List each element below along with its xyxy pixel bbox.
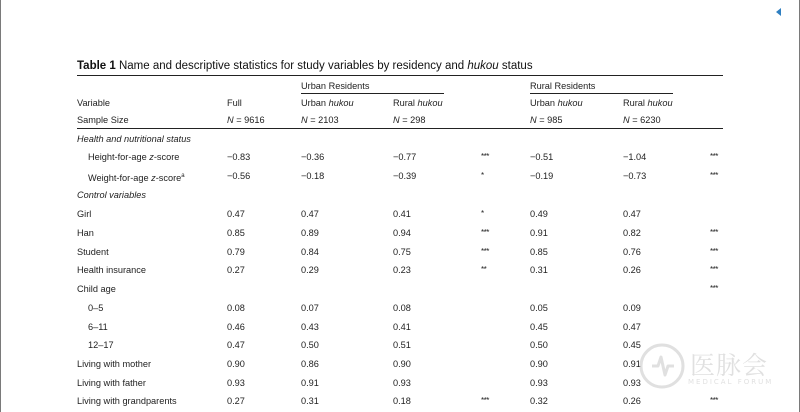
hukou-word: hukou [417,98,443,108]
table-cell-rr: 0.26 [623,265,641,275]
watermark [634,338,784,394]
significance-marker: * [481,171,484,180]
row-label-text: Student [77,247,109,257]
table-cell-ru: 0.93 [530,378,548,388]
table-cell-ru: −0.51 [530,152,554,162]
row-label [77,208,91,220]
table-cell-ur: 0.18 [393,396,411,406]
row-label-text: Han [77,228,94,238]
urban-rural-hukou-header [393,97,443,109]
urban-group-rule [301,93,444,94]
row-label-text: Living with mother [77,359,152,369]
urban-word: Urban [301,98,327,108]
hukou-word: hukou [328,98,354,108]
rural-residents-header: Rural Residents [530,81,596,91]
caption-text: Name and descriptive statistics for study variables by residency and [115,60,468,72]
sample-rural-urban [530,114,562,126]
table-cell-uu: 0.84 [301,247,319,257]
table-cell-ru: 0.31 [530,265,548,275]
watermark-logo-icon [638,342,686,390]
hukou-word: hukou [557,98,583,108]
n-symbol: N [227,115,234,125]
urban-residents-header: Urban Residents [301,81,370,91]
row-label [77,358,151,370]
sample-size-label: Sample Size [77,115,129,125]
table-cell-rr: 0.47 [623,322,641,332]
sample-value: = 298 [402,115,426,125]
significance-marker: *** [481,247,489,256]
significance-marker: *** [481,396,489,405]
sample-urban-urban [301,114,339,126]
sample-urban-rural [393,114,425,126]
rural-rural-hukou-header [623,97,673,109]
table-caption [77,60,533,72]
table-cell-full: 0.08 [227,303,245,313]
table-cell-full: 0.27 [227,396,245,406]
variable-header: Variable [77,98,111,108]
table-cell-ur: 0.51 [393,340,411,350]
n-symbol: N [623,115,630,125]
sample-value: = 9616 [236,115,265,125]
row-label-italic: z [151,173,156,183]
row-label [77,246,109,258]
table-cell-full: 0.90 [227,359,245,369]
row-label [88,339,114,351]
table-cell-ur: 0.41 [393,209,411,219]
table-cell-uu: 0.29 [301,265,319,275]
full-header: Full [227,98,242,108]
row-label-text: 0–5 [88,303,104,313]
table-cell-rr: 0.91 [623,359,641,369]
table-cell-uu: 0.91 [301,378,319,388]
table-cell-ur: 0.90 [393,359,411,369]
table-cell-ur: −0.77 [393,152,417,162]
sample-value: = 985 [539,115,563,125]
significance-marker: *** [710,247,718,256]
significance-marker: *** [710,152,718,161]
row-label [77,283,116,295]
row-label [88,321,108,333]
table-cell-full: 0.47 [227,340,245,350]
row-label-text: Living with father [77,378,146,388]
table-cell-rr: 0.09 [623,303,641,313]
caption-italic: hukou [467,60,499,72]
table-cell-uu: 0.86 [301,359,319,369]
row-label [88,302,103,314]
row-label-text: Health insurance [77,265,146,275]
row-footnote-marker: a [181,173,185,179]
table-cell-uu: 0.43 [301,322,319,332]
row-label-suffix: -score [155,173,182,183]
significance-marker: *** [710,265,718,274]
significance-marker: *** [481,152,489,161]
watermark-subtext: MEDICAL FORUM [688,378,774,386]
sample-rural-rural [623,114,661,126]
table-cell-uu: 0.50 [301,340,319,350]
table-cell-rr: −1.04 [623,152,647,162]
significance-marker: ** [481,265,487,274]
rural-word: Rural [393,98,415,108]
significance-marker: * [481,209,484,218]
table-cell-uu: −0.18 [301,171,325,181]
n-symbol: N [301,115,308,125]
table-cell-rr: 0.47 [623,209,641,219]
sample-full [227,114,265,126]
significance-marker: *** [710,396,718,405]
section-control-heading: Control variables [77,190,146,200]
row-label-text: Girl [77,209,92,219]
table-cell-ru: 0.49 [530,209,548,219]
row-label [88,170,185,184]
row-label [77,395,177,407]
significance-marker: *** [710,228,718,237]
row-label [77,377,146,389]
table-cell-rr: 0.82 [623,228,641,238]
table-cell-rr: 0.76 [623,247,641,257]
page-border-left [0,0,1,412]
table-cell-uu: 0.47 [301,209,319,219]
table-cell-ru: 0.85 [530,247,548,257]
table-cell-ru: 0.50 [530,340,548,350]
table-cell-ur: 0.41 [393,322,411,332]
row-label-italic: z [149,152,154,162]
table-cell-ru: 0.05 [530,303,548,313]
urban-urban-hukou-header [301,97,354,109]
table-cell-full: −0.83 [227,152,251,162]
caption-text-end: status [498,60,533,72]
table-cell-ru: −0.19 [530,171,554,181]
table-cell-ur: 0.93 [393,378,411,388]
row-label-suffix: -score [153,152,180,162]
row-label-text: Height-for-age [88,152,150,162]
row-label-text: 12–17 [88,340,114,350]
table-cell-uu: −0.36 [301,152,325,162]
table-cell-full: 0.46 [227,322,245,332]
section-health-heading: Health and nutritional status [77,134,191,144]
table-cell-uu: 0.07 [301,303,319,313]
table-cell-full: 0.93 [227,378,245,388]
watermark-text: 医脉会 [690,351,769,380]
significance-marker: *** [481,228,489,237]
table-cell-ru: 0.90 [530,359,548,369]
table-label: Table 1 [77,60,116,72]
row-label [88,151,179,163]
table-cell-rr: −0.73 [623,171,647,181]
row-label-text: Child age [77,284,116,294]
sample-value: = 6230 [632,115,661,125]
header-bottom-rule [77,128,723,129]
rural-group-rule [530,93,673,94]
n-symbol: N [530,115,537,125]
row-label-text: Living with grandparents [77,396,177,406]
table-cell-full: 0.79 [227,247,245,257]
urban-word: Urban [530,98,556,108]
table-cell-ur: 0.23 [393,265,411,275]
table-cell-rr: 0.26 [623,396,641,406]
row-label [77,227,94,239]
row-label-text: 6–11 [88,322,108,332]
rural-word: Rural [623,98,645,108]
table-top-rule [77,75,723,76]
table-cell-rr: 0.45 [623,340,641,350]
table-cell-uu: 0.89 [301,228,319,238]
table-cell-ur: 0.75 [393,247,411,257]
hukou-word: hukou [647,98,673,108]
n-symbol: N [393,115,400,125]
significance-marker: *** [710,171,718,180]
prev-page-arrow-icon[interactable] [776,8,781,16]
row-label [77,264,146,276]
table-cell-full: −0.56 [227,171,251,181]
table-cell-full: 0.27 [227,265,245,275]
rural-urban-hukou-header [530,97,583,109]
row-label-text: Weight-for-age [88,173,152,183]
table-cell-full: 0.85 [227,228,245,238]
table-cell-ru: 0.91 [530,228,548,238]
table-cell-ur: 0.94 [393,228,411,238]
table-cell-ru: 0.45 [530,322,548,332]
sample-value: = 2103 [310,115,339,125]
table-cell-ur: −0.39 [393,171,417,181]
table-cell-ur: 0.08 [393,303,411,313]
significance-marker: *** [710,284,718,293]
table-cell-uu: 0.31 [301,396,319,406]
table-cell-ru: 0.32 [530,396,548,406]
table-cell-rr: 0.93 [623,378,641,388]
table-cell-full: 0.47 [227,209,245,219]
